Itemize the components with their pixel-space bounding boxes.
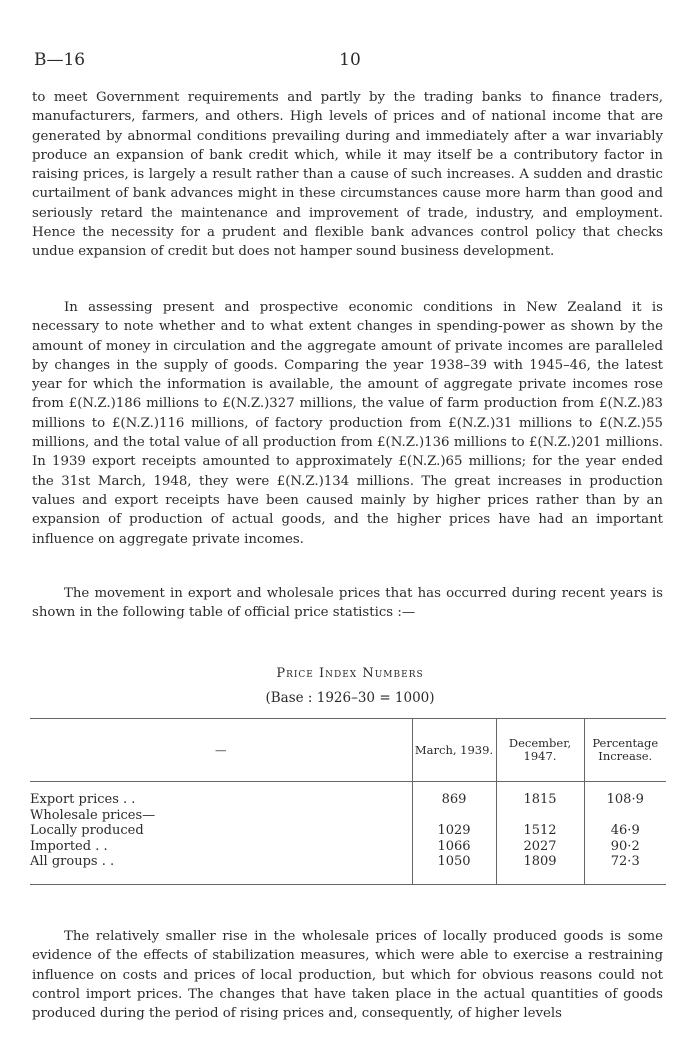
column-header-march-1939: March, 1939. xyxy=(412,719,496,782)
document-reference: B—16 xyxy=(34,50,86,70)
page-number: 10 xyxy=(339,50,361,70)
table-title: Price Index Numbers xyxy=(276,666,424,681)
row-label: Imported . . xyxy=(30,838,108,854)
table-row xyxy=(30,854,666,884)
paragraph-3 xyxy=(32,584,663,623)
row-label: Wholesale prices— xyxy=(30,807,156,823)
cell-value xyxy=(496,808,584,824)
cell-value: 1512 xyxy=(496,823,584,839)
row-label: All groups . . xyxy=(30,854,412,884)
cell-value: 1066 xyxy=(412,839,496,855)
cell-value: 90·2 xyxy=(584,839,666,855)
paragraph-text: In assessing present and prospective economic conditions in New Zealand it is necessary to note whether and to what extent changes in spending-power as shown by the amount of money in circulation and the aggregate amount of private incomes are paralleled by changes in the supply of goods. Comparing the year 1938–39 with 1945–46, the latest year for which the information is available, the amount of aggregate private incomes rose from £(N.Z.)186 millions to £(N.Z.)327 millions, the value of farm production from £(N.Z.)83 millions to £(N.Z.)116 millions, of factory production from £(N.Z.)31 millions to £(N.Z.)55 millions, and the total value of all production from £(N.Z.)136 millions to £(N.Z.)201 millions. In 1939 export receipts amounted to approximately £(N.Z.)65 millions; for the year ended the 31st March, 1948, they were £(N.Z.)134 millions. The great increases in production values and export receipts have been caused mainly by higher prices rather than by an expansion of production of actual goods, and the higher prices have had an important influence on aggregate private incomes. xyxy=(32,300,663,547)
paragraph-4 xyxy=(32,927,663,1023)
table-row xyxy=(30,792,666,808)
cell-value xyxy=(584,808,666,824)
table-header-row xyxy=(30,719,666,782)
page-header xyxy=(34,50,666,74)
cell-value: 1050 xyxy=(412,854,496,884)
cell-value: 869 xyxy=(412,792,496,808)
cell-value: 1029 xyxy=(412,823,496,839)
paragraph-text: The relatively smaller rise in the wholesale prices of locally produced goods is some evidence of the effects of stabilization measures, which were able to exercise a restraining influence on costs and prices of local production, but which for obvious reasons could not control import prices. The changes that have taken place in the actual quantities of goods produced during the period of rising prices and, consequently, of higher levels xyxy=(32,929,663,1022)
cell-value: 1809 xyxy=(496,854,584,884)
spacer-row xyxy=(30,782,666,793)
table-row xyxy=(30,808,666,824)
stub-header: — xyxy=(30,719,412,782)
paragraph-text: to meet Government requirements and partly by the trading banks to finance traders, manufacturers, farmers, and others. High levels of prices and of national income that are generated by abnormal conditions prevailing during and immediately after a war invariably produce an expansion of bank credit which, while it may itself be a contributory factor in raising prices, is largely a result rather than a cause of such increases. A sudden and drastic curtailment of bank advances might in these circumstances cause more harm than good and seriously retard the maintenance and improvement of trade, industry, and employment. Hence the necessity for a prudent and flexible bank advances control policy that checks undue expansion of credit but does not hamper sound business development. xyxy=(32,90,663,260)
price-index-table xyxy=(30,718,666,885)
cell-value: 108·9 xyxy=(584,792,666,808)
row-label: Locally produced xyxy=(30,823,144,838)
cell-value: 2027 xyxy=(496,839,584,855)
cell-value: 1815 xyxy=(496,792,584,808)
cell-value: 72·3 xyxy=(584,854,666,884)
paragraph-2 xyxy=(32,298,663,549)
cell-value xyxy=(412,808,496,824)
paragraph-text: The movement in export and wholesale prices that has occurred during recent years is shown in the following table of official price statistics :— xyxy=(32,586,663,621)
table-row xyxy=(30,839,666,855)
table-base-note: (Base : 1926–30 = 1000) xyxy=(265,690,435,706)
row-label: Export prices . . xyxy=(30,792,136,807)
column-header-december-1947: December, 1947. xyxy=(496,719,584,782)
cell-value: 46·9 xyxy=(584,823,666,839)
paragraph-1 xyxy=(32,88,663,262)
table-row xyxy=(30,823,666,839)
column-header-percentage-increase: Percentage Increase. xyxy=(584,719,666,782)
